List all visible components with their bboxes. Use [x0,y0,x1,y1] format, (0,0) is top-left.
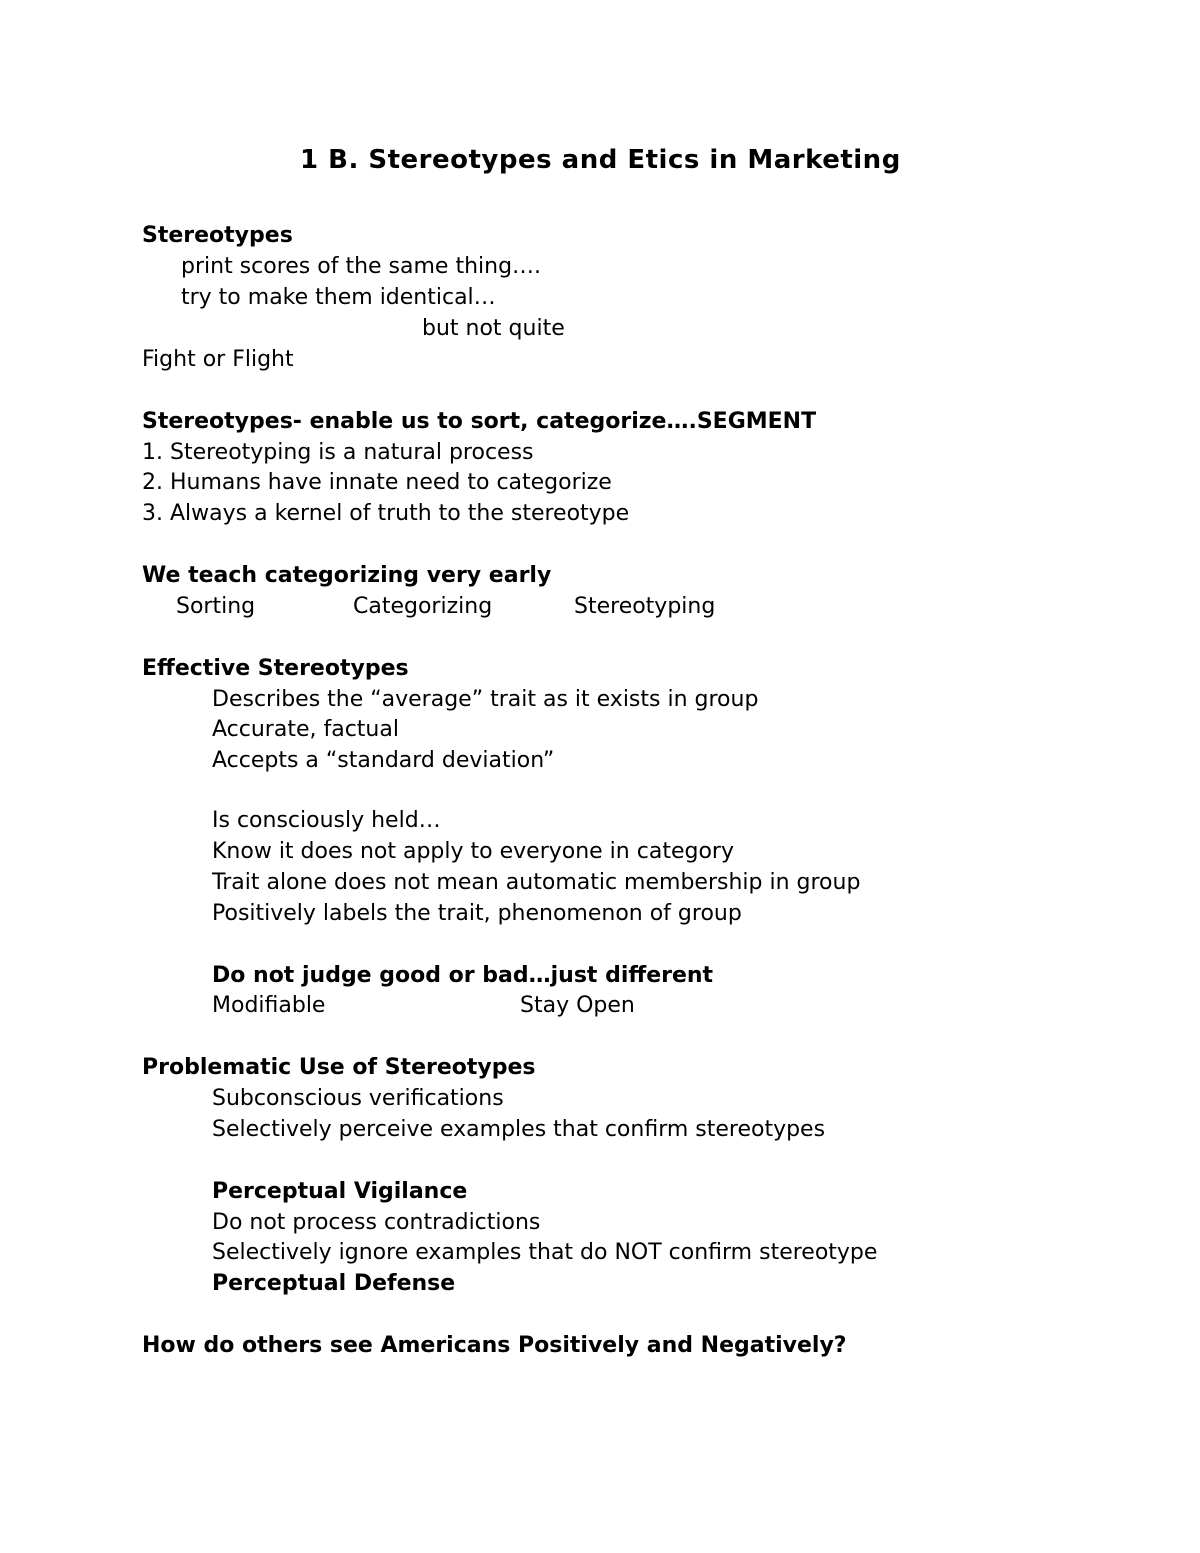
list-item: 1. Stereotyping is a natural process [142,440,534,465]
section-heading-stereotypes: Stereotypes [142,223,293,248]
text-line: Do not process contradictions [212,1210,541,1235]
text-line: Know it does not apply to everyone in category [212,839,734,864]
closing-question: How do others see Americans Positively and Negatively? [142,1333,847,1358]
list-item: 3. Always a kernel of truth to the stereotype [142,501,630,526]
text-line: Fight or Flight [142,347,294,372]
section-heading-problematic: Problematic Use of Stereotypes [142,1055,536,1080]
text-line: try to make them identical… [181,285,496,310]
text-line: Describes the “average” trait as it exists in group [212,687,759,712]
section-heading-effective: Effective Stereotypes [142,656,409,681]
section-heading-segment: Stereotypes- enable us to sort, categorize….SEGMENT [142,409,817,434]
text-line: print scores of the same thing…. [181,254,542,279]
subheading-judge: Do not judge good or bad…just different [212,963,714,988]
text-line: Modifiable [212,993,326,1018]
list-item: 2. Humans have innate need to categorize [142,470,612,495]
text-line: Trait alone does not mean automatic membership in group [212,870,861,895]
text-line: but not quite [422,316,565,341]
step-label: Categorizing [353,594,493,619]
subheading-vigilance: Perceptual Vigilance [212,1179,468,1204]
text-line: Accurate, factual [212,717,399,742]
text-line: Selectively perceive examples that confirm stereotypes [212,1117,826,1142]
text-line: Subconscious verifications [212,1086,504,1111]
text-line: Is consciously held… [212,808,441,833]
text-line: Positively labels the trait, phenomenon of group [212,901,742,926]
section-heading-categorizing: We teach categorizing very early [142,563,552,588]
subheading-defense: Perceptual Defense [212,1271,456,1296]
text-line: Stay Open [520,993,635,1018]
text-line: Selectively ignore examples that do NOT confirm stereotype [212,1240,878,1265]
step-label: Sorting [176,594,256,619]
text-line: Accepts a “standard deviation” [212,748,555,773]
page-title: 1 B. Stereotypes and Etics in Marketing [300,145,901,175]
step-label: Stereotyping [574,594,716,619]
